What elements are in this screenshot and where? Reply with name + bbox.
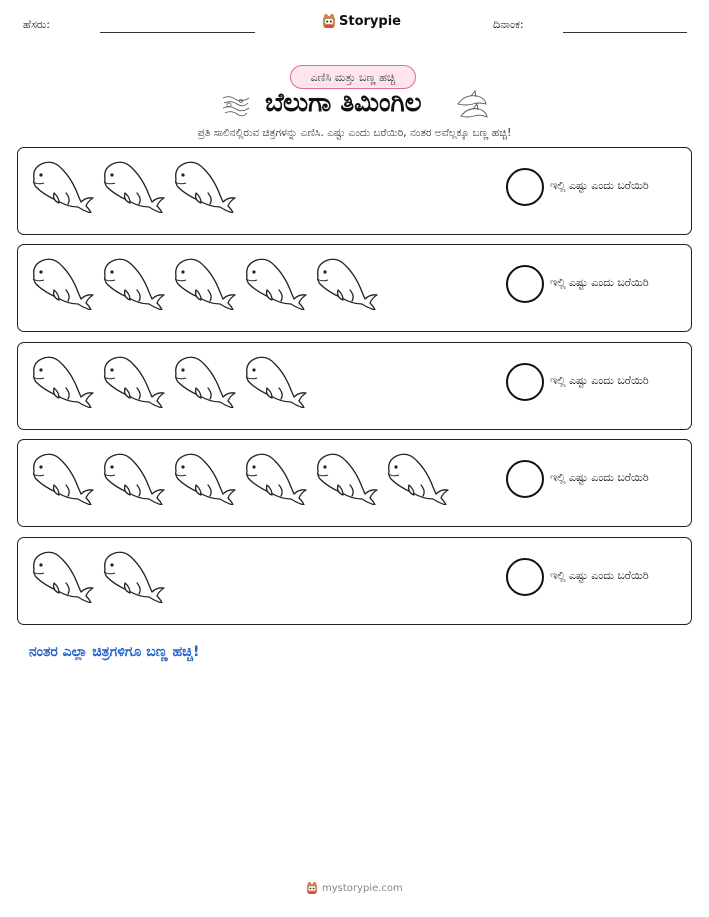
beluga-whale-icon xyxy=(99,157,166,213)
brand-name: Storypie xyxy=(339,13,401,29)
beluga-whale-icon xyxy=(99,254,166,310)
storypie-logo-icon xyxy=(306,881,318,895)
page-title: ಬೆಲುಗಾ ತಿಮಿಂಗಿಲ xyxy=(265,88,422,118)
whale-group xyxy=(28,157,237,213)
answer-circle[interactable] xyxy=(506,460,544,498)
beluga-whale-icon xyxy=(28,449,95,505)
beluga-whale-icon xyxy=(241,449,308,505)
answer-circle[interactable] xyxy=(506,558,544,596)
site-url: mystorypie.com xyxy=(322,882,403,894)
count-row-3 xyxy=(17,342,692,430)
beluga-whale-icon xyxy=(170,157,237,213)
count-row-4 xyxy=(17,439,692,527)
whale-group xyxy=(28,352,308,408)
write-label: ಇಲ್ಲಿ ಎಷ್ಟು ಎಂದು ಬರೆಯಿರಿ xyxy=(550,276,649,289)
whale-group xyxy=(28,254,379,310)
beluga-whale-icon xyxy=(383,449,450,505)
write-label: ಇಲ್ಲಿ ಎಷ್ಟು ಎಂದು ಬರೆಯಿರಿ xyxy=(550,374,649,387)
instructions: ಪ್ರತಿ ಸಾಲಿನಲ್ಲಿರುವ ಚಿತ್ರಗಳನ್ನು ಎಣಿಸಿ. ಎಷ್ಟು ಎಂದು ಬರೆಯಿರಿ, ನಂತರ ಅವೆಲ್ಲಕ್ಕೂ ಬಣ್ಣ ಹಚ್ಚಿ! xyxy=(197,127,512,139)
answer-circle[interactable] xyxy=(506,168,544,206)
write-label: ಇಲ್ಲಿ ಎಷ್ಟು ಎಂದು ಬರೆಯಿರಿ xyxy=(550,569,649,582)
beluga-whale-icon xyxy=(170,352,237,408)
date-line[interactable] xyxy=(563,32,687,33)
beluga-whale-icon xyxy=(241,254,308,310)
count-row-5 xyxy=(17,537,692,625)
brand xyxy=(322,13,401,29)
count-row-2 xyxy=(17,244,692,332)
whale-group xyxy=(28,547,166,603)
beluga-whale-icon xyxy=(170,449,237,505)
name-label: ಹೆಸರು: xyxy=(23,18,50,31)
activity-badge: ಎಣಿಸಿ ಮತ್ತು ಬಣ್ಣ ಹಚ್ಚಿ xyxy=(290,65,416,89)
date-label: ದಿನಾಂಕ: xyxy=(493,18,524,31)
beluga-whale-icon xyxy=(28,254,95,310)
write-label: ಇಲ್ಲಿ ಎಷ್ಟು ಎಂದು ಬರೆಯಿರಿ xyxy=(550,471,649,484)
beluga-whale-icon xyxy=(99,352,166,408)
name-line[interactable] xyxy=(100,32,255,33)
whale-group xyxy=(28,449,450,505)
answer-circle[interactable] xyxy=(506,363,544,401)
storypie-logo-icon xyxy=(322,13,336,29)
beluga-whale-icon xyxy=(99,449,166,505)
beluga-whale-icon xyxy=(312,254,379,310)
color-all-note: ನಂತರ ಎಲ್ಲಾ ಚಿತ್ರಗಳಿಗೂ ಬಣ್ಣ ಹಚ್ಚಿ! xyxy=(29,644,200,660)
count-row-1 xyxy=(17,147,692,235)
dolphin-doodle-icon xyxy=(455,90,489,122)
doodle-icon xyxy=(221,94,251,118)
beluga-whale-icon xyxy=(28,352,95,408)
beluga-whale-icon xyxy=(28,157,95,213)
beluga-whale-icon xyxy=(28,547,95,603)
beluga-whale-icon xyxy=(312,449,379,505)
beluga-whale-icon xyxy=(99,547,166,603)
beluga-whale-icon xyxy=(170,254,237,310)
answer-circle[interactable] xyxy=(506,265,544,303)
write-label: ಇಲ್ಲಿ ಎಷ್ಟು ಎಂದು ಬರೆಯಿರಿ xyxy=(550,179,649,192)
site-footer xyxy=(306,881,403,895)
beluga-whale-icon xyxy=(241,352,308,408)
